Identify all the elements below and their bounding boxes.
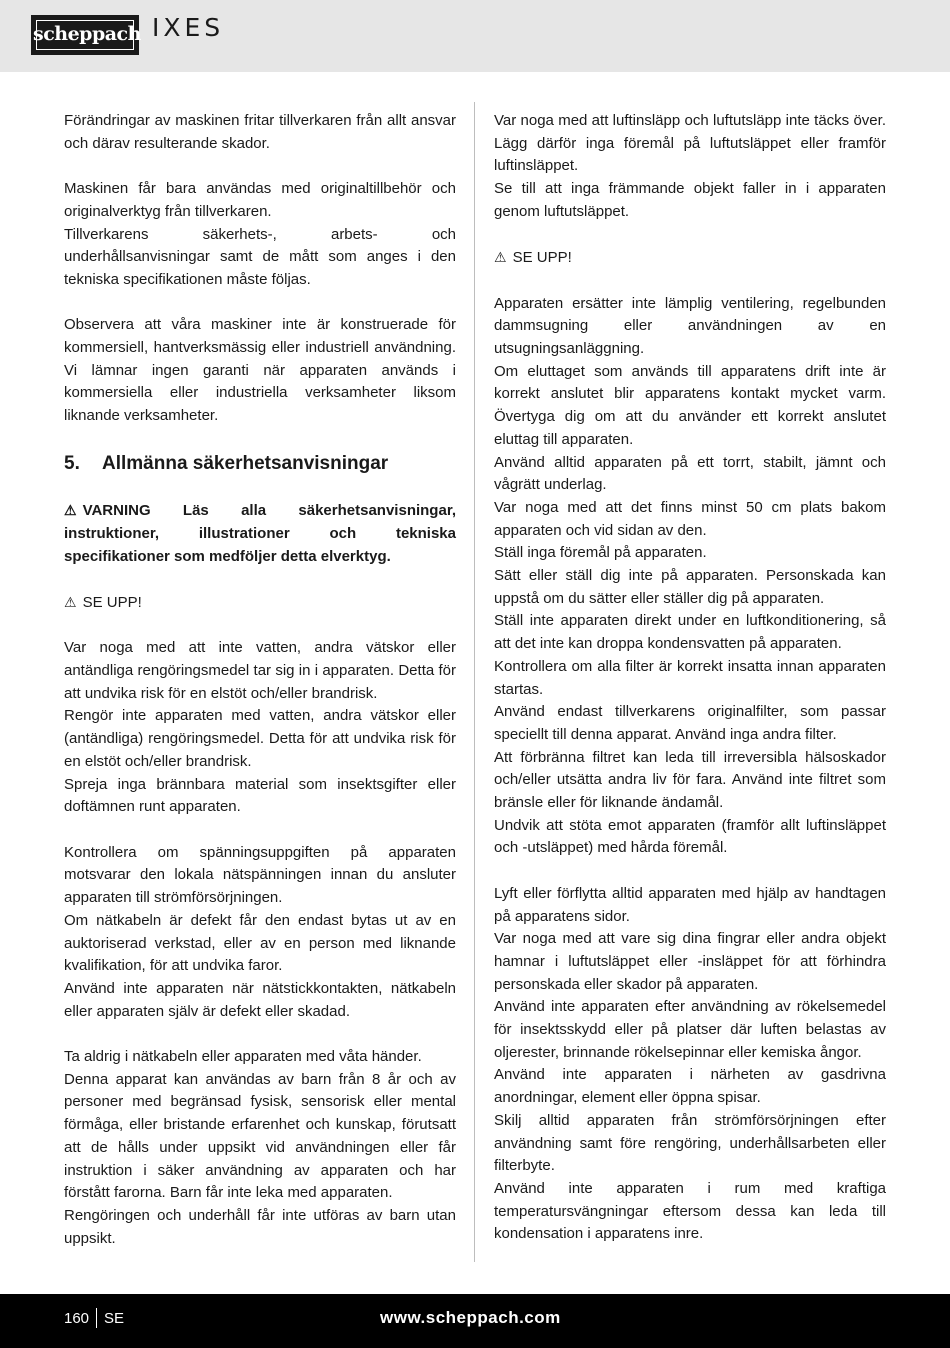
page-footer [0, 1294, 950, 1348]
page-number: 160 [64, 1310, 90, 1327]
column-divider [474, 102, 475, 1262]
footer-separator [96, 1308, 97, 1328]
caution-label: ⚠ SE UPP! [64, 591, 456, 615]
paragraph: Om nätkabeln är defekt får den endast bytas ut av en auktoriserad verkstad, eller av en person med liknande kvalifikation, för att undvika faror. [64, 911, 456, 975]
warning-paragraph: ⚠ VARNING Läs alla säkerhetsanvisningar, instruktioner, illustrationer och tekniska specifikationer som medföljer detta elverktyg. [64, 499, 456, 568]
section-title: Allmänna säkerhetsanvisningar [102, 452, 389, 474]
paragraph: Använd inte apparaten i närheten av gasdrivna anordningar, element eller öppna spisar. [494, 1066, 886, 1107]
paragraph: Var noga med att luftinsläpp och luftutsläpp inte täcks över. Lägg därför inga föremål på luftutsläppet eller framför luftinsläppet. [494, 112, 886, 175]
paragraph: Använd inte apparaten i rum med kraftiga temperatursvängningar eftersom dessa kan leda till kondensation i apparatens inre. [494, 1180, 886, 1243]
paragraph: Maskinen får bara användas med originaltillbehör och originalverktyg från tillverkaren. [64, 180, 456, 220]
paragraph: Se till att inga främmande objekt faller in i apparaten genom luftutsläppet. [494, 180, 886, 220]
warning-triangle-icon: ⚠ [494, 249, 507, 266]
paragraph: Observera att våra maskiner inte är konstruerade för kommersiell, hantverksmässig eller industriell användning. Vi lämnar ingen garanti när apparaten används i kommersiella eller industriella verksamheter liksom liknande verksamheter. [64, 316, 456, 425]
paragraph: Sätt eller ställ dig inte på apparaten. Personskada kan uppstå om du sätter eller ställer dig på apparaten. [494, 567, 886, 607]
ixes-logo: IXES [152, 13, 225, 42]
paragraph: Denna apparat kan användas av barn från 8 år och av personer med begränsad fysisk, sensorisk eller mental förmåga, eller bristande erfarenhet och kunskap, förutsatt att de hålls under uppsikt vid användningen eller får instruktion i säker användning av apparaten och har förstått farorna. Barn får inte leka med apparaten. [64, 1070, 456, 1202]
right-column [494, 110, 886, 1246]
paragraph: Förändringar av maskinen fritar tillverkaren från allt ansvar och därav resulterande skador. [64, 112, 456, 152]
paragraph: Rengöringen och underhåll får inte utföras av barn utan uppsikt. [64, 1206, 456, 1247]
paragraph: Använd endast tillverkarens originalfilter, som passar speciellt till denna apparat. Använd inga andra filter. [494, 703, 886, 743]
paragraph: Undvik att stöta emot apparaten (framför allt luftinsläppet och -utsläppet) med hårda föremål. [494, 816, 886, 857]
paragraph: Skilj alltid apparaten från strömförsörjningen efter användning samt före rengöring, underhållsarbeten eller filterbyte. [494, 1111, 886, 1175]
paragraph: Om eluttaget som används till apparatens drift inte är korrekt anslutet blir apparatens kontakt mycket varm. Övertyga dig om att du använder ett korrekt anslutet eluttag till apparaten. [494, 362, 886, 448]
paragraph: Apparaten ersätter inte lämplig ventilering, regelbunden dammsugning eller användningen av en utsugningsanläggning. [494, 294, 886, 357]
page-header [0, 0, 950, 72]
paragraph: Lyft eller förflytta alltid apparaten med hjälp av handtagen på apparatens sidor. [494, 884, 886, 925]
caution-label: ⚠ SE UPP! [494, 246, 886, 270]
paragraph: Rengör inte apparaten med vatten, andra vätskor eller (antändliga) rengöringsmedel. Detta för att undvika risk för en elstöt och/eller brandrisk. [64, 707, 456, 770]
section-heading [64, 451, 456, 477]
paragraph: Kontrollera om alla filter är korrekt insatta innan apparaten startas. [494, 657, 886, 698]
brand-name: scheppach [33, 23, 141, 45]
left-column [64, 110, 456, 1250]
paragraph: Använd inte apparaten när nätstickkontakten, nätkabeln eller apparaten själv är defekt eller skadad. [64, 979, 456, 1020]
paragraph: Var noga med att inte vatten, andra vätskor eller antändliga rengöringsmedel tar sig in i apparaten. Detta för att undvika risk för en elstöt och/eller brandrisk. [64, 639, 456, 702]
paragraph: Spreja inga brännbara material som insektsgifter eller doftämnen runt apparaten. [64, 775, 456, 816]
website-link[interactable]: www.scheppach.com [380, 1308, 561, 1327]
paragraph: Använd alltid apparaten på ett torrt, stabilt, jämnt och vågrätt underlag. [494, 453, 886, 494]
warning-triangle-icon: ⚠ [64, 593, 77, 610]
paragraph: Använd inte apparaten efter användning av rökelsemedel för insektsskydd eller på platser där luften belastas av oljerester, brinnande rökelsepinnar eller kemiska ångor. [494, 998, 886, 1061]
paragraph: Att förbränna filtret kan leda till irreversibla hälsoskador och/eller utsätta andra liv för fara. Använd inte filtret som bränsle eller för liknande ändamål. [494, 748, 886, 812]
paragraph: Ta aldrig i nätkabeln eller apparaten med våta händer. [64, 1048, 422, 1065]
paragraph: Var noga med att vare sig dina fingrar eller andra objekt hamnar i luftutsläppet eller -insläppet för att förhindra personskada eller skador på apparaten. [494, 930, 886, 993]
scheppach-logo [31, 15, 139, 55]
paragraph: Ställ inte apparaten direkt under en luftkonditionering, så att det inte kan droppa kondensvatten på apparaten. [494, 612, 886, 653]
paragraph: Tillverkarens säkerhets-, arbets- och underhållsanvisningar samt de mått som anges i den tekniska specifikationen måste följas. [64, 225, 456, 288]
paragraph: Kontrollera om spänningsuppgiften på apparaten motsvarar den lokala nätspänningen innan du ansluter apparaten till strömförsörjningen. [64, 843, 456, 907]
language-code: SE [104, 1310, 125, 1327]
paragraph: Ställ inga föremål på apparaten. [494, 544, 707, 562]
section-number: 5. [64, 452, 80, 474]
paragraph: Var noga med att det finns minst 50 cm plats bakom apparaten och vid sidan av den. [494, 498, 886, 539]
warning-triangle-icon: ⚠ [64, 502, 77, 519]
